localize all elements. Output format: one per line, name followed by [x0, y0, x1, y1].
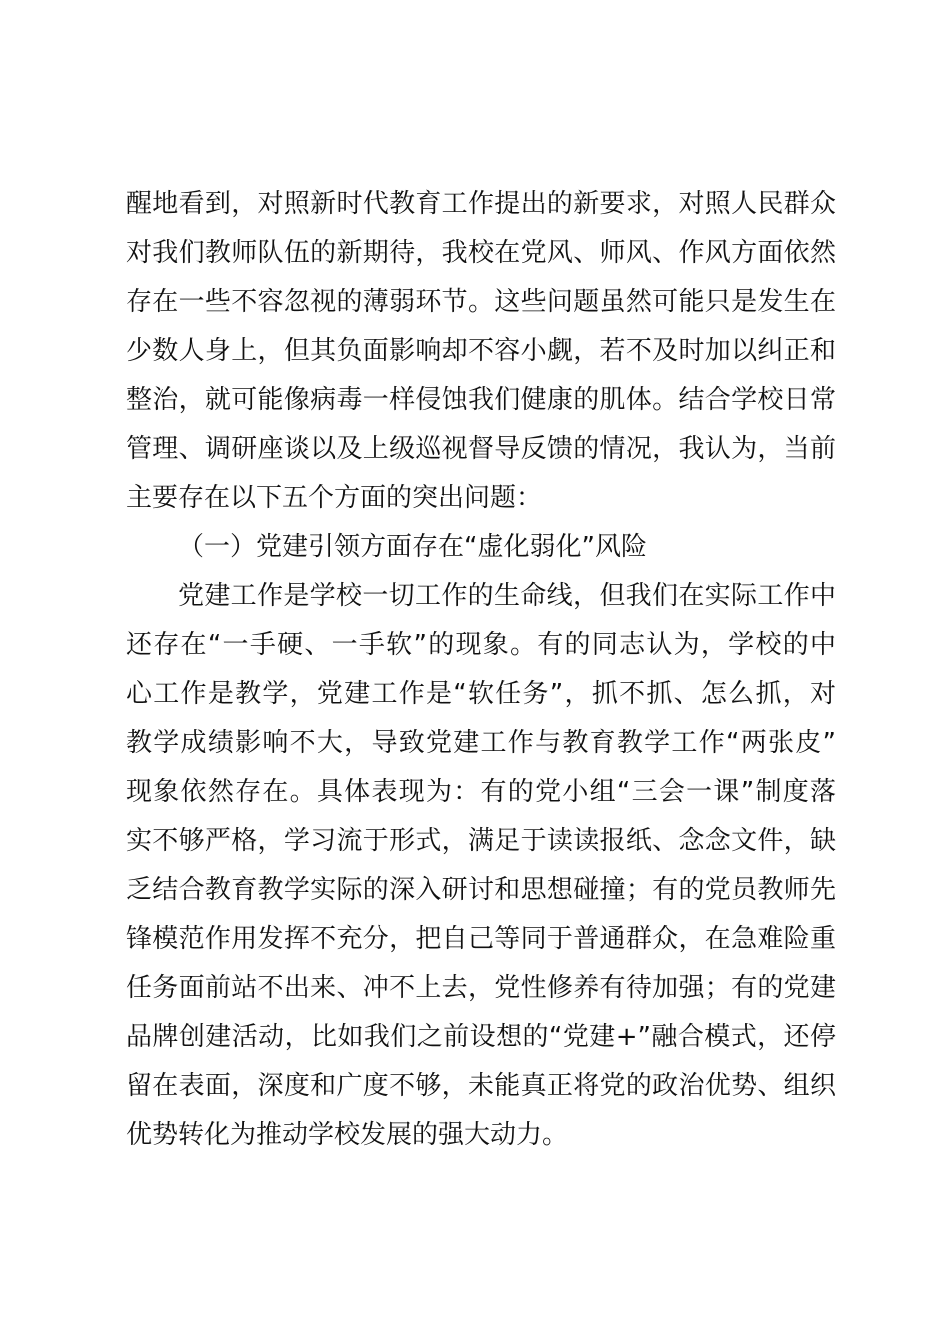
text-line: 心工作是教学，党建工作是“软任务”，抓不抓、怎么抓，对: [126, 679, 836, 709]
text-line: 教学成绩影响不大，导致党建工作与教育教学工作“两张皮”: [126, 728, 836, 758]
text-line: 醒地看到，对照新时代教育工作提出的新要求，对照人民群众: [126, 189, 836, 219]
text-line: 存在一些不容忽视的薄弱环节。这些问题虽然可能只是发生在: [126, 287, 836, 317]
text-line: 锋模范作用发挥不充分，把自己等同于普通群众，在急难险重: [126, 924, 836, 954]
text-line: 党建工作是学校一切工作的生命线，但我们在实际工作中: [178, 581, 836, 611]
text-line: 还存在“一手硬、一手软”的现象。有的同志认为，学校的中: [126, 630, 836, 660]
text-line: 实不够严格，学习流于形式，满足于读读报纸、念念文件，缺: [126, 826, 836, 856]
text-line: 乏结合教育教学实际的深入研讨和思想碰撞；有的党员教师先: [126, 875, 836, 905]
paragraph-intro: [126, 180, 836, 523]
text-line: 管理、调研座谈以及上级巡视督导反馈的情况，我认为，当前: [126, 434, 836, 464]
text-line: 品牌创建活动，比如我们之前设想的“党建+”融合模式，还停: [126, 1022, 836, 1052]
text-line: 整治，就可能像病毒一样侵蚀我们健康的肌体。结合学校日常: [126, 385, 836, 415]
section-heading: [126, 523, 836, 572]
text-line: 留在表面，深度和广度不够，未能真正将党的政治优势、组织: [126, 1071, 836, 1101]
document-body: [126, 180, 836, 1160]
text-line: 任务面前站不出来、冲不上去，党性修养有待加强；有的党建: [126, 973, 836, 1003]
text-line: 少数人身上，但其负面影响却不容小觑，若不及时加以纠正和: [126, 336, 836, 366]
paragraph-party-building: [126, 572, 836, 1160]
text-line: 主要存在以下五个方面的突出问题：: [126, 483, 543, 513]
heading-line: （一）党建引领方面存在“虚化弱化”风险: [178, 532, 647, 562]
text-line: 优势转化为推动学校发展的强大动力。: [126, 1120, 569, 1150]
text-line: 现象依然存在。具体表现为：有的党小组“三会一课”制度落: [126, 777, 836, 807]
text-line: 对我们教师队伍的新期待，我校在党风、师风、作风方面依然: [126, 238, 836, 268]
